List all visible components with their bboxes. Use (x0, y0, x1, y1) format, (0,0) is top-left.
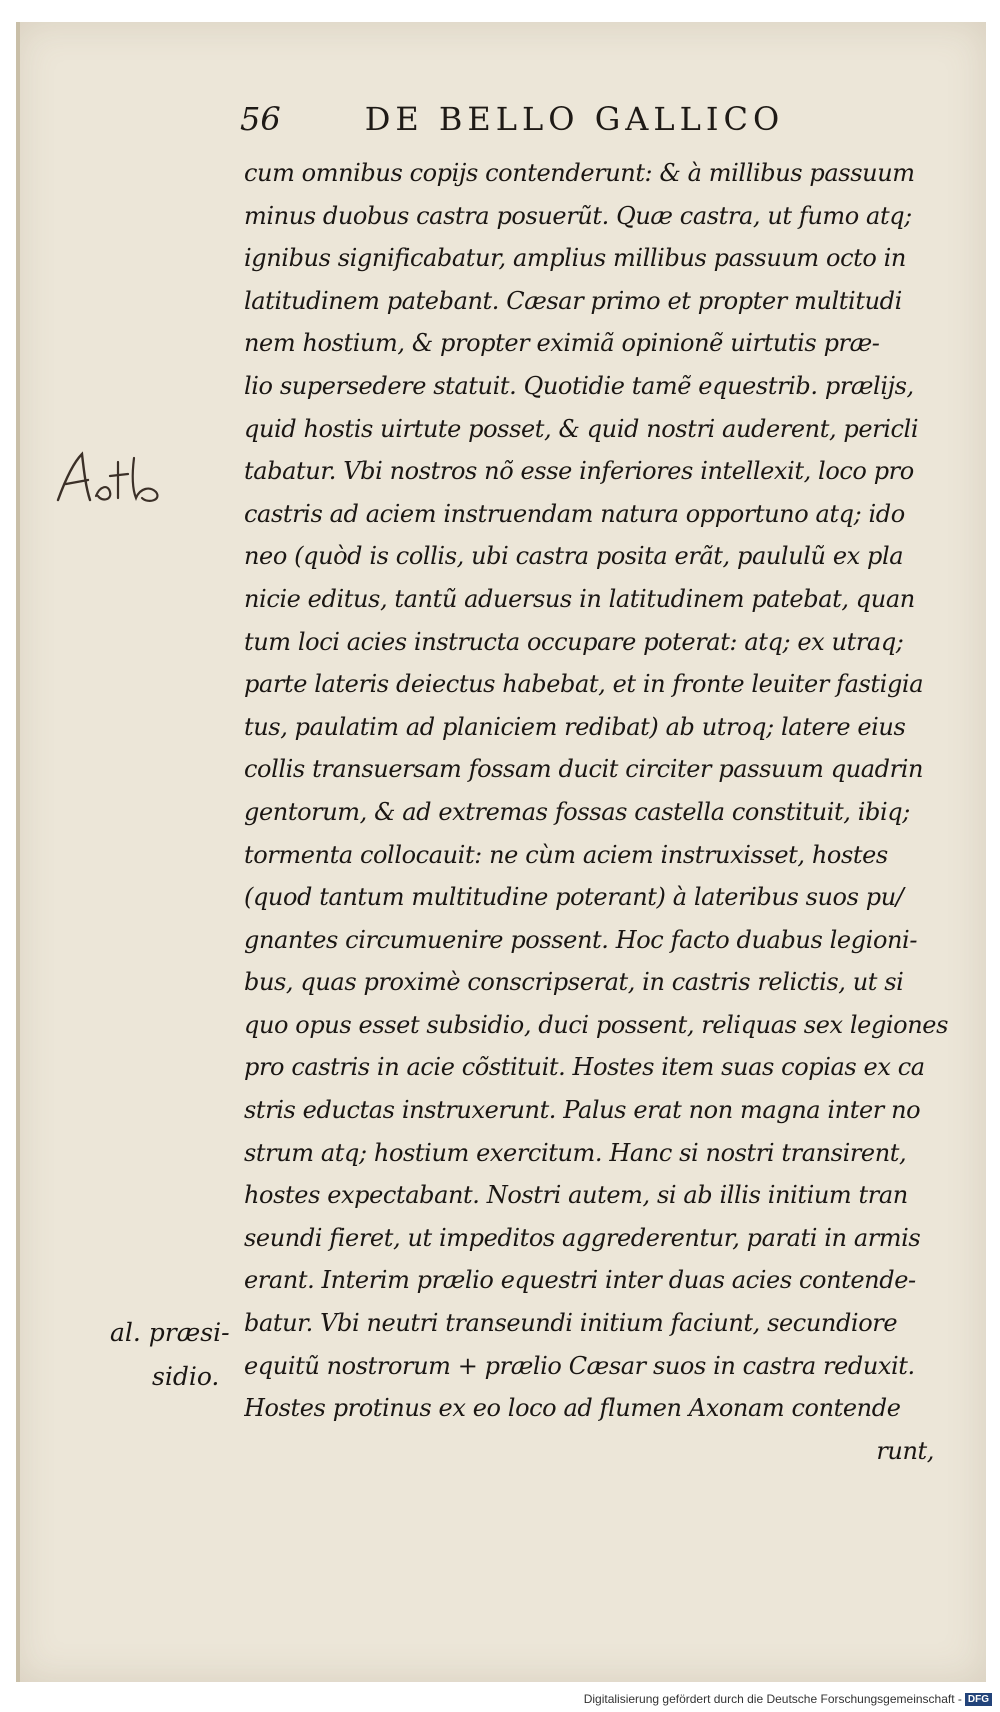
running-title: DE BELLO GALLICO (364, 100, 785, 138)
text-line: latitudinem patebant. Cæsar primo et propter multitudi (244, 286, 902, 315)
text-line: tus, paulatim ad planiciem redibat) ab utroq; latere eius (244, 712, 906, 741)
text-line: tabatur. Vbi nostros nõ esse inferiores intellexit, loco pro (244, 457, 914, 486)
marginal-gloss-line-1: al. præsi- (110, 1318, 230, 1347)
text-line: neo (quòd is collis, ubi castra posita erãt, paululũ ex pla (244, 542, 904, 571)
text-line: pro castris in acie cõstituit. Hostes item suas copias ex ca (244, 1053, 925, 1082)
text-line: quo opus esset subsidio, duci possent, reliquas sex legiones (244, 1010, 949, 1039)
page-number: 56 (240, 100, 281, 138)
digitization-credit (584, 1692, 992, 1706)
text-line: hostes expectabant. Nostri autem, si ab illis initium tran (244, 1181, 908, 1210)
running-head (240, 100, 784, 138)
text-line: erant. Interim prælio equestri inter duas acies contende- (244, 1266, 916, 1295)
text-line: runt, (876, 1436, 934, 1465)
text-line: parte lateris deiectus habebat, et in fronte leuiter fastigia (244, 670, 924, 699)
text-line: strum atq; hostium exercitum. Hanc si nostri transirent, (244, 1138, 907, 1167)
text-line: equitũ nostrorum + prælio Cæsar suos in castra reduxit. (244, 1351, 915, 1380)
text-line: bus, quas proximè conscripserat, in castris relictis, ut si (244, 968, 904, 997)
text-line: Hostes protinus ex eo loco ad flumen Axonam contende (244, 1394, 901, 1423)
text-line: seundi fieret, ut impeditos aggrederentur, parati in armis (244, 1223, 921, 1252)
text-line: gentorum, & ad extremas fossas castella constituit, ibiq; (244, 797, 910, 826)
text-line: stris eductas instruxerunt. Palus erat non magna inter no (244, 1096, 921, 1125)
text-line: tum loci acies instructa occupare poterat: atq; ex utraq; (244, 627, 904, 656)
text-line: tormenta collocauit: ne cùm aciem instruxisset, hostes (244, 840, 888, 869)
body-text (244, 152, 964, 1472)
text-line: batur. Vbi neutri transeundi initium faciunt, secundiore (244, 1309, 898, 1338)
text-line: castris ad aciem instruendam natura opportuno atq; ido (244, 499, 905, 528)
dfg-logo: DFG (965, 1693, 992, 1706)
text-line: minus duobus castra posuerũt. Quæ castra, ut fumo atq; (244, 201, 912, 230)
text-line: collis transuersam fossam ducit circiter passuum quadrin (244, 755, 924, 784)
handwritten-marginal-note (52, 448, 172, 508)
page-gutter-edge (16, 22, 20, 1682)
text-line: ignibus significabatur, amplius millibus passuum octo in (244, 244, 906, 273)
text-line: lio supersedere statuit. Quotidie tamẽ equestrib. prælijs, (244, 371, 914, 400)
text-line: (quod tantum multitudine poterant) à lateribus suos pu/ (244, 883, 904, 912)
credit-text: Digitalisierung gefördert durch die Deutsche Forschungsgemeinschaft - (583, 1691, 962, 1706)
text-line: quid hostis uirtute posset, & quid nostri auderent, pericli (244, 414, 919, 443)
text-line: gnantes circumuenire possent. Hoc facto duabus legioni- (244, 925, 918, 954)
text-line: nicie editus, tantũ aduersus in latitudinem patebat, quan (244, 584, 915, 613)
text-line: cum omnibus copijs contenderunt: & à millibus passuum (244, 159, 915, 187)
text-line: nem hostium, & propter eximiã opinionẽ uirtutis præ- (244, 329, 880, 358)
marginal-gloss-line-2: sidio. (152, 1362, 220, 1391)
